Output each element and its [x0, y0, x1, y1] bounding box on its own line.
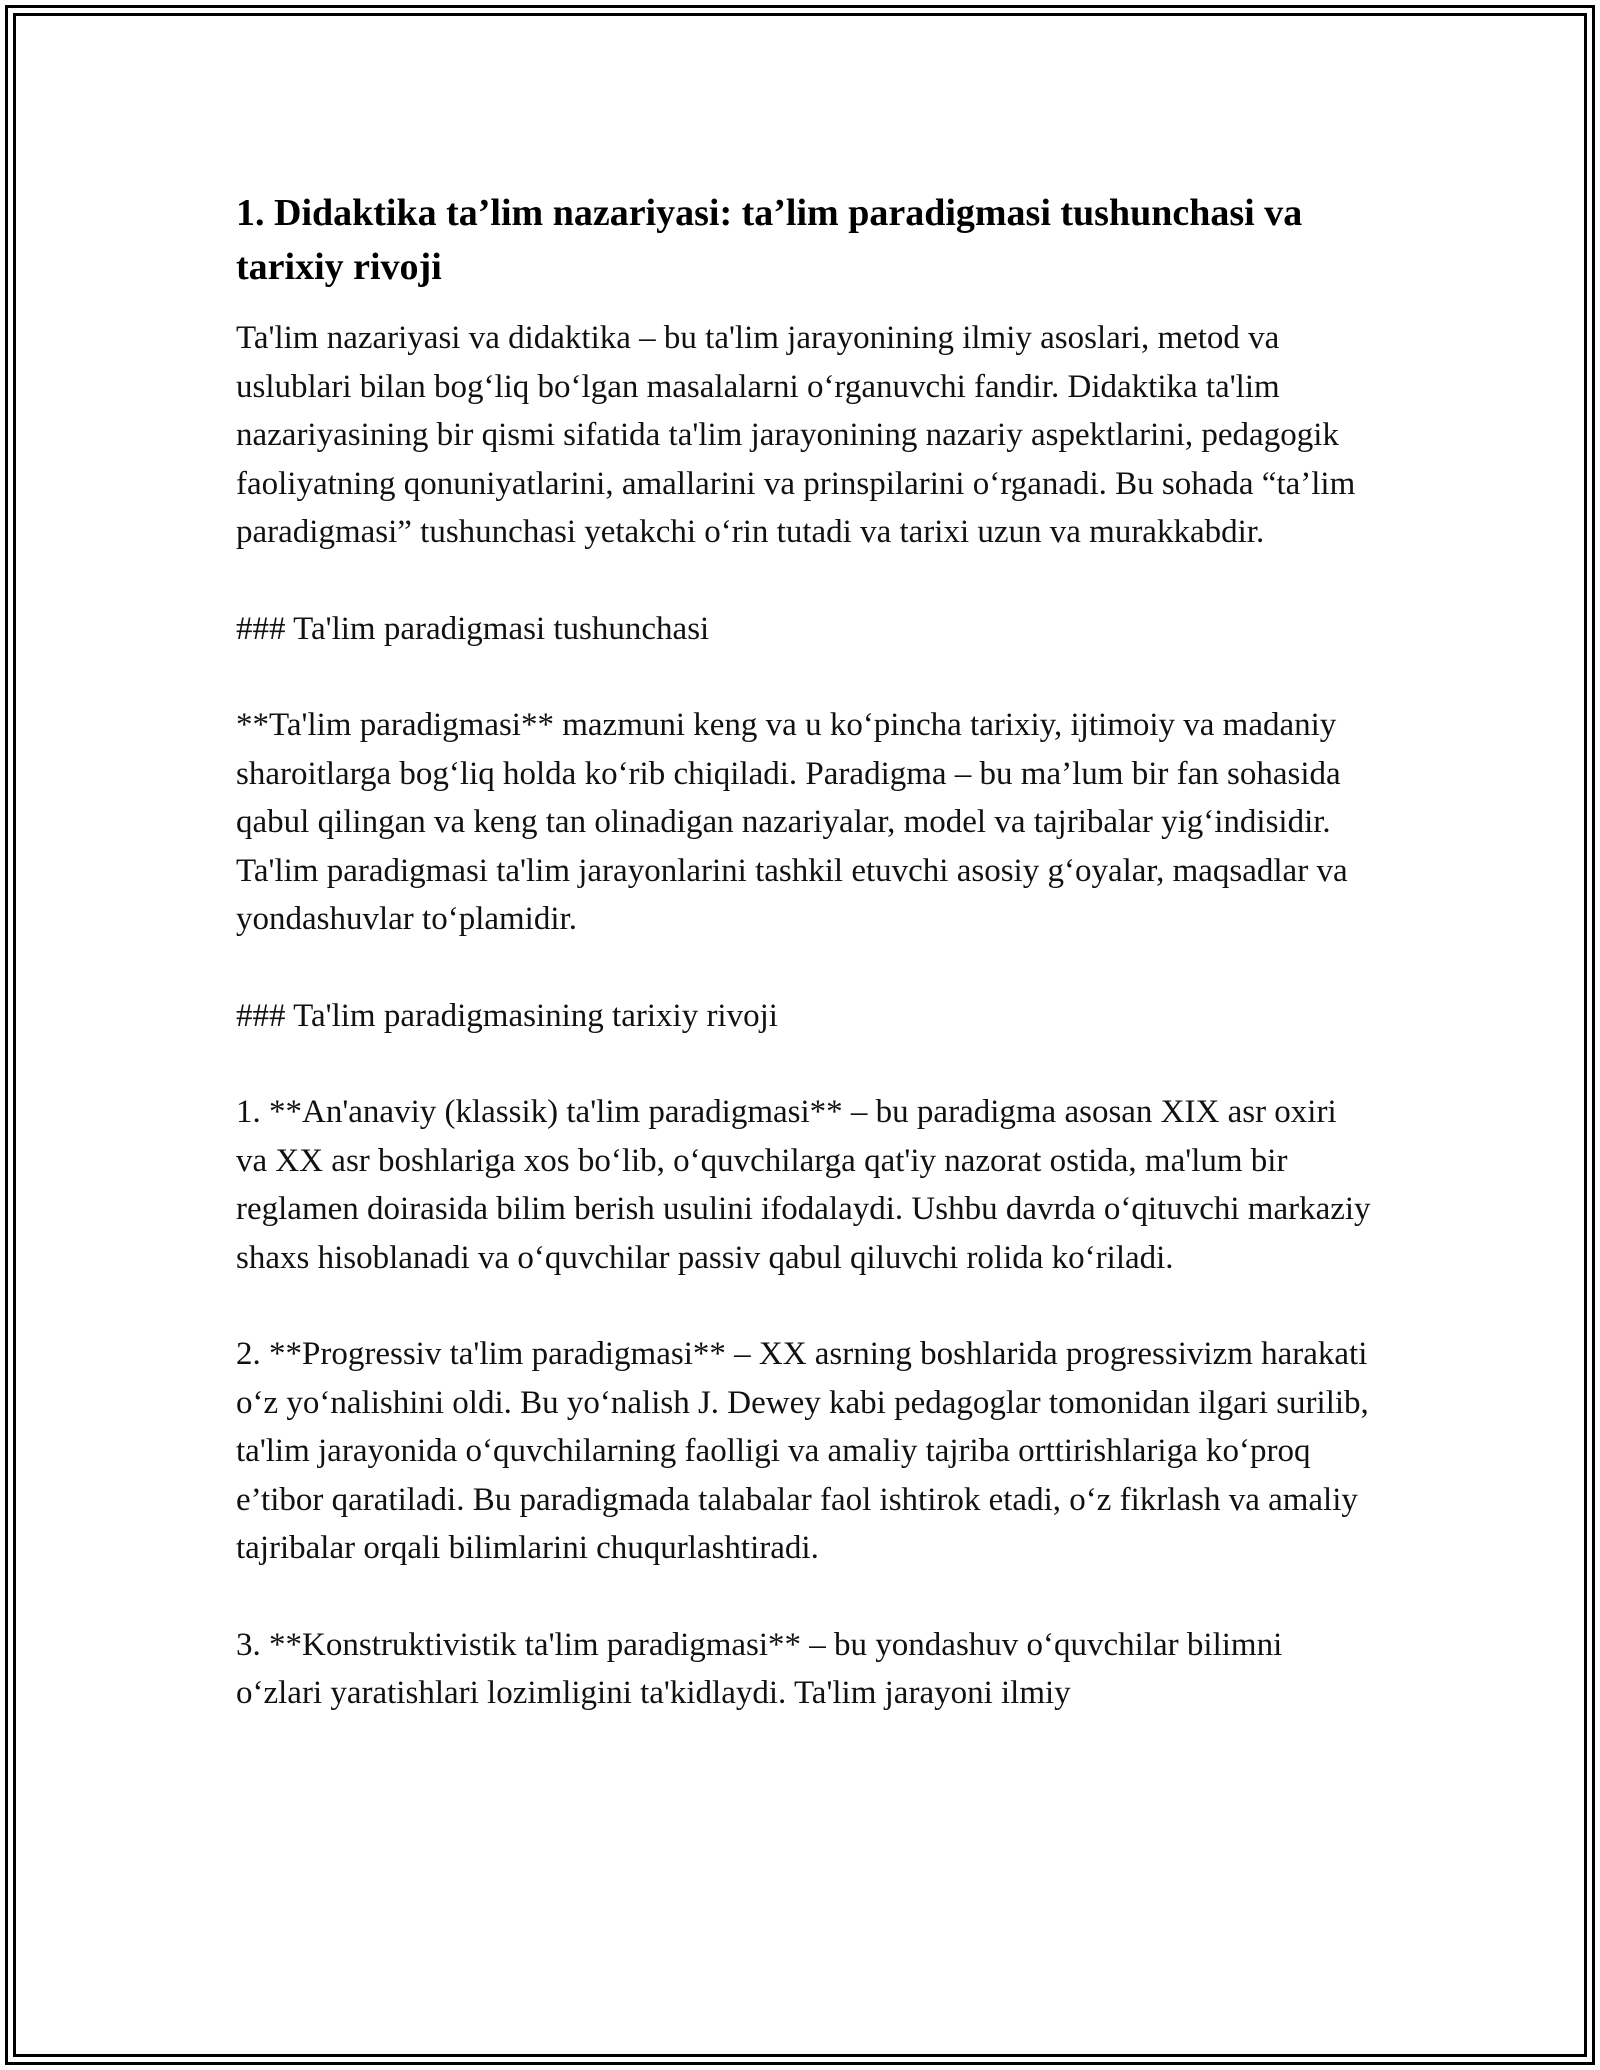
paragraph-traditional: 1. **An'anaviy (klassik) ta'lim paradigmasi** – bu paradigma asosan XIX asr oxiri va XX asr boshlariga xos bo‘lib, o‘quvchilarga qat'iy nazorat ostida, ma'lum bir reglamen doirasida bilim berish usulini ifodalaydi. Ushbu davrda o‘qituvchi markaziy shaxs hisoblanadi va o‘quvchilar passiv qabul qiluvchi rolida ko‘riladi. [236, 1094, 1371, 1276]
paragraph-intro: Ta'lim nazariyasi va didaktika – bu ta'lim jarayonining ilmiy asoslari, metod va uslublari bilan bog‘liq bo‘lgan masalalarni o‘rganuvchi fandir. Didaktika ta'lim nazariyasining bir qismi sifatida ta'lim jarayonining nazariy aspektlarini, pedagogik faoliyatning qonuniyatlarini, amallarini va prinspilarini o‘rganadi. Bu sohada “ta’lim paradigmasi” tushunchasi yetakchi o‘rin tutadi va tarixi uzun va murakkabdir. [236, 320, 1356, 550]
subheading-history: ### Ta'lim paradigmasining tarixiy rivoji [236, 997, 778, 1034]
document-body [236, 186, 1376, 1718]
paragraph-progressive: 2. **Progressiv ta'lim paradigmasi** – XX asrning boshlarida progressivizm harakati o‘z yo‘nalishini oldi. Bu yo‘nalish J. Dewey kabi pedagoglar tomonidan ilgari surilib, ta'lim jarayonida o‘quvchilarning faolligi va amaliy tajriba orttirishlariga ko‘proq e’tibor qaratiladi. Bu paradigmada talabalar faol ishtirok etadi, o‘z fikrlash va amaliy tajribalar orqali bilimlarini chuqurlashtiradi. [236, 1336, 1369, 1566]
paragraph-constructivist: 3. **Konstruktivistik ta'lim paradigmasi** – bu yondashuv o‘quvchilar bilimni o‘zlari yaratishlari lozimligini ta'kidlaydi. Ta'lim jarayoni ilmiy [236, 1626, 1283, 1711]
paragraph-concept: **Ta'lim paradigmasi** mazmuni keng va u ko‘pincha tarixiy, ijtimoiy va madaniy sharoitlarga bog‘liq holda ko‘rib chiqiladi. Paradigma – bu ma’lum bir fan sohasida qabul qilingan va keng tan olinadigan nazariyalar, model va tajribalar yig‘indisidir. Ta'lim paradigmasi ta'lim jarayonlarini tashkil etuvchi asosiy g‘oyalar, maqsadlar va yondashuvlar to‘plamidir. [236, 707, 1348, 937]
document-title: 1. Didaktika ta’lim nazariyasi: ta’lim paradigmasi tushunchasi va tarixiy rivoji [236, 192, 1303, 288]
subheading-concept: ### Ta'lim paradigmasi tushunchasi [236, 610, 710, 647]
